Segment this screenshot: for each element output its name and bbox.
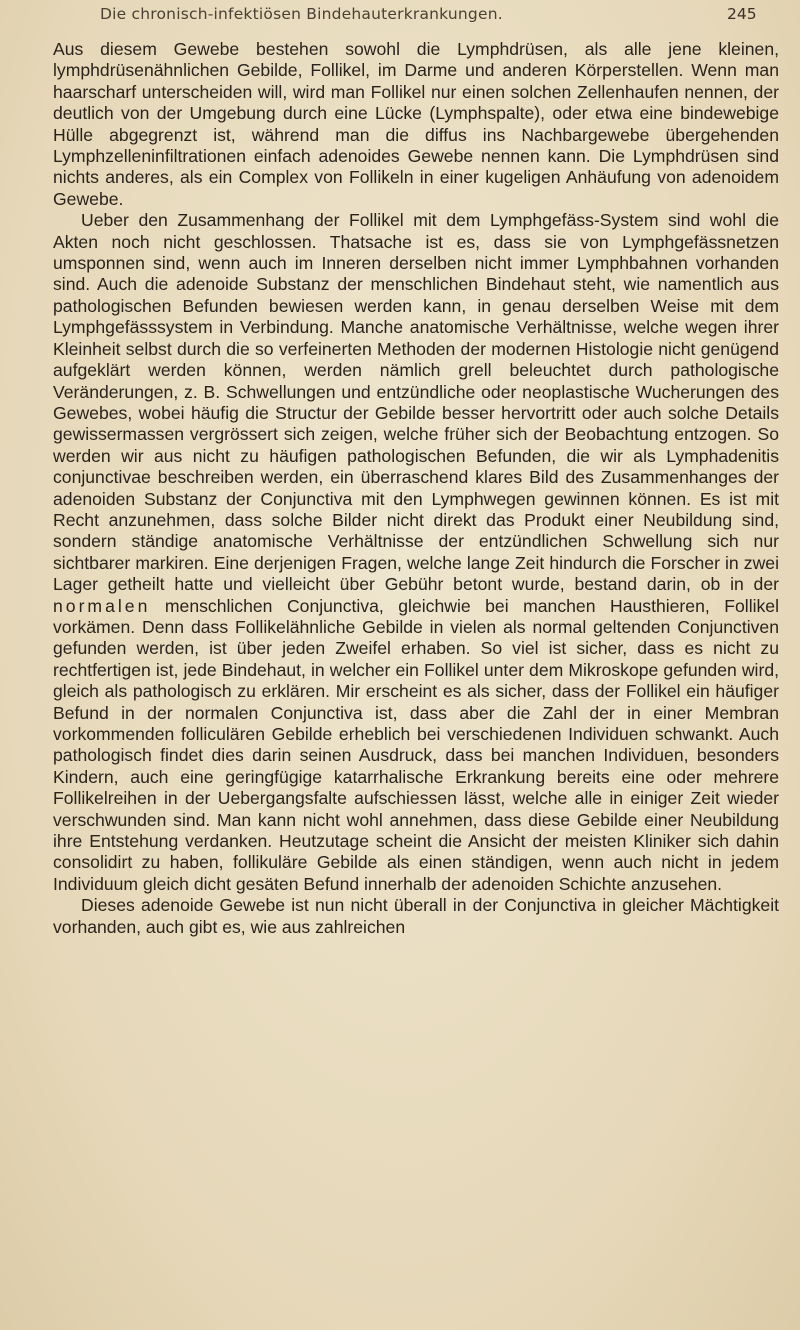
paragraph-3: Dieses adenoide Gewebe ist nun nicht überall in der Conjunctiva in gleicher Mächtigkeit vorhanden, auch gibt es, wie aus zahlreichen xyxy=(53,895,779,937)
running-title: Die chronisch-infektiösen Bindehauterkrankungen. xyxy=(100,5,503,23)
paragraph-2-continuation: menschlichen Conjunctiva, gleichwie bei manchen Hausthieren, Follikel vorkämen. Denn dass Follikelähnliche Gebilde in vielen als normal geltenden Conjunctiven gefunden werden, ist über jeden Zweifel erhaben. So viel ist sicher, dass es nicht zu rechtfertigen ist, jede Bindehaut, in welcher ein Follikel unter dem Mikroskope gefunden wird, gleich als pathologisch zu erklären. Mir erscheint es als sicher, dass der Follikel ein häufiger Befund in der normalen Conjunctiva ist, dass aber die Zahl der in einer Membran vorkommenden folliculären Gebilde erheblich bei verschiedenen Individuen schwankt. Auch pathologisch findet dies darin seinen Ausdruck, dass bei manchen Individuen, besonders Kindern, auch eine geringfügige katarrhalische Erkrankung bereits eine oder mehrere Follikelreihen in der Uebergangsfalte aufschiessen lässt, welche alle in einiger Zeit wieder verschwunden sind. Man kann nicht wohl annehmen, dass diese Gebilde einer Neubildung ihre Entstehung verdanken. Heutzutage scheint die Ansicht der meisten Kliniker sich dahin consolidirt zu haben, follikuläre Gebilde als einen ständigen, wenn auch nicht in jedem Individuum gleich dicht gesäten Befund innerhalb der adenoiden Schichte anzusehen. xyxy=(53,595,780,894)
paragraph-2-text: Ueber den Zusammenhang der Follikel mit dem Lymphgefäss-System sind wohl die Akten noch nicht geschlossen. Thatsache ist es, dass sie von Lymphgefässnetzen umsponnen sind, wenn auch im Inneren derselben nicht immer Lymphbahnen vorhanden sind. Auch die adenoide Substanz der menschlichen Bindehaut steht, wie namentlich aus pathologischen Befunden bewiesen werden kann, in genau derselben Weise mit dem Lymphgefässsystem in Verbindung. Manche anatomische Verhältnisse, welche wegen ihrer Kleinheit selbst durch die so verfeinerten Methoden der modernen Histologie nicht genügend aufgeklärt werden können, werden nämlich grell beleuchtet durch pathologische Veränderungen, z. B. Schwellungen und entzündliche oder neoplastische Wucherungen des Gewebes, wobei häufig die Structur der Gebilde besser hervortritt oder auch solche Details gewissermassen vergrössert sich zeigen, welche früher sich der Beobachtung entzogen. So werden wir aus nicht zu häufigen pathologischen Befunden, die wir als Lymphadenitis conjunctivae beschreiben werden, ein überraschend klares Bild des Zusammenhanges der adenoiden Substanz der Conjunctiva mit den Lymphwegen gewinnen können. Es ist mit Recht anzunehmen, dass solche Bilder nicht direkt das Produkt einer Neubildung sind, sondern ständige anatomische Verhältnisse der entzündlichen Schwellung sich nur sichtbarer markiren. Eine derjenigen Fragen, welche lange Zeit hindurch die Forscher in zwei Lager getheilt hatte und vielleicht über Gebühr betont wurde, bestand darin, ob in der xyxy=(53,210,779,595)
page-number: 245 xyxy=(727,5,757,23)
paragraph-1: Aus diesem Gewebe bestehen sowohl die Lymphdrüsen, als alle jene kleinen, lymphdrüsenähnlichen Gebilde, Follikel, im Darme und anderen Körperstellen. Wenn man haarscharf unterscheiden will, wird man Follikel nur einen solchen Zellenhaufen nennen, der deutlich von der Umgebung durch eine Lücke (Lymphspalte), oder etwa eine bindewebige Hülle abgegrenzt ist, während man die diffus ins Nachbargewebe übergehenden Lymphzelleninfiltrationen einfach adenoides Gewebe nennen kann. Die Lymphdrüsen sind nichts anderes, als ein Complex von Follikeln in einer kugeligen Anhäufung von adenoidem Gewebe. xyxy=(53,39,779,209)
body-text xyxy=(53,39,779,938)
paragraph-2 xyxy=(53,210,779,895)
emphasized-word: normalen xyxy=(53,595,151,616)
